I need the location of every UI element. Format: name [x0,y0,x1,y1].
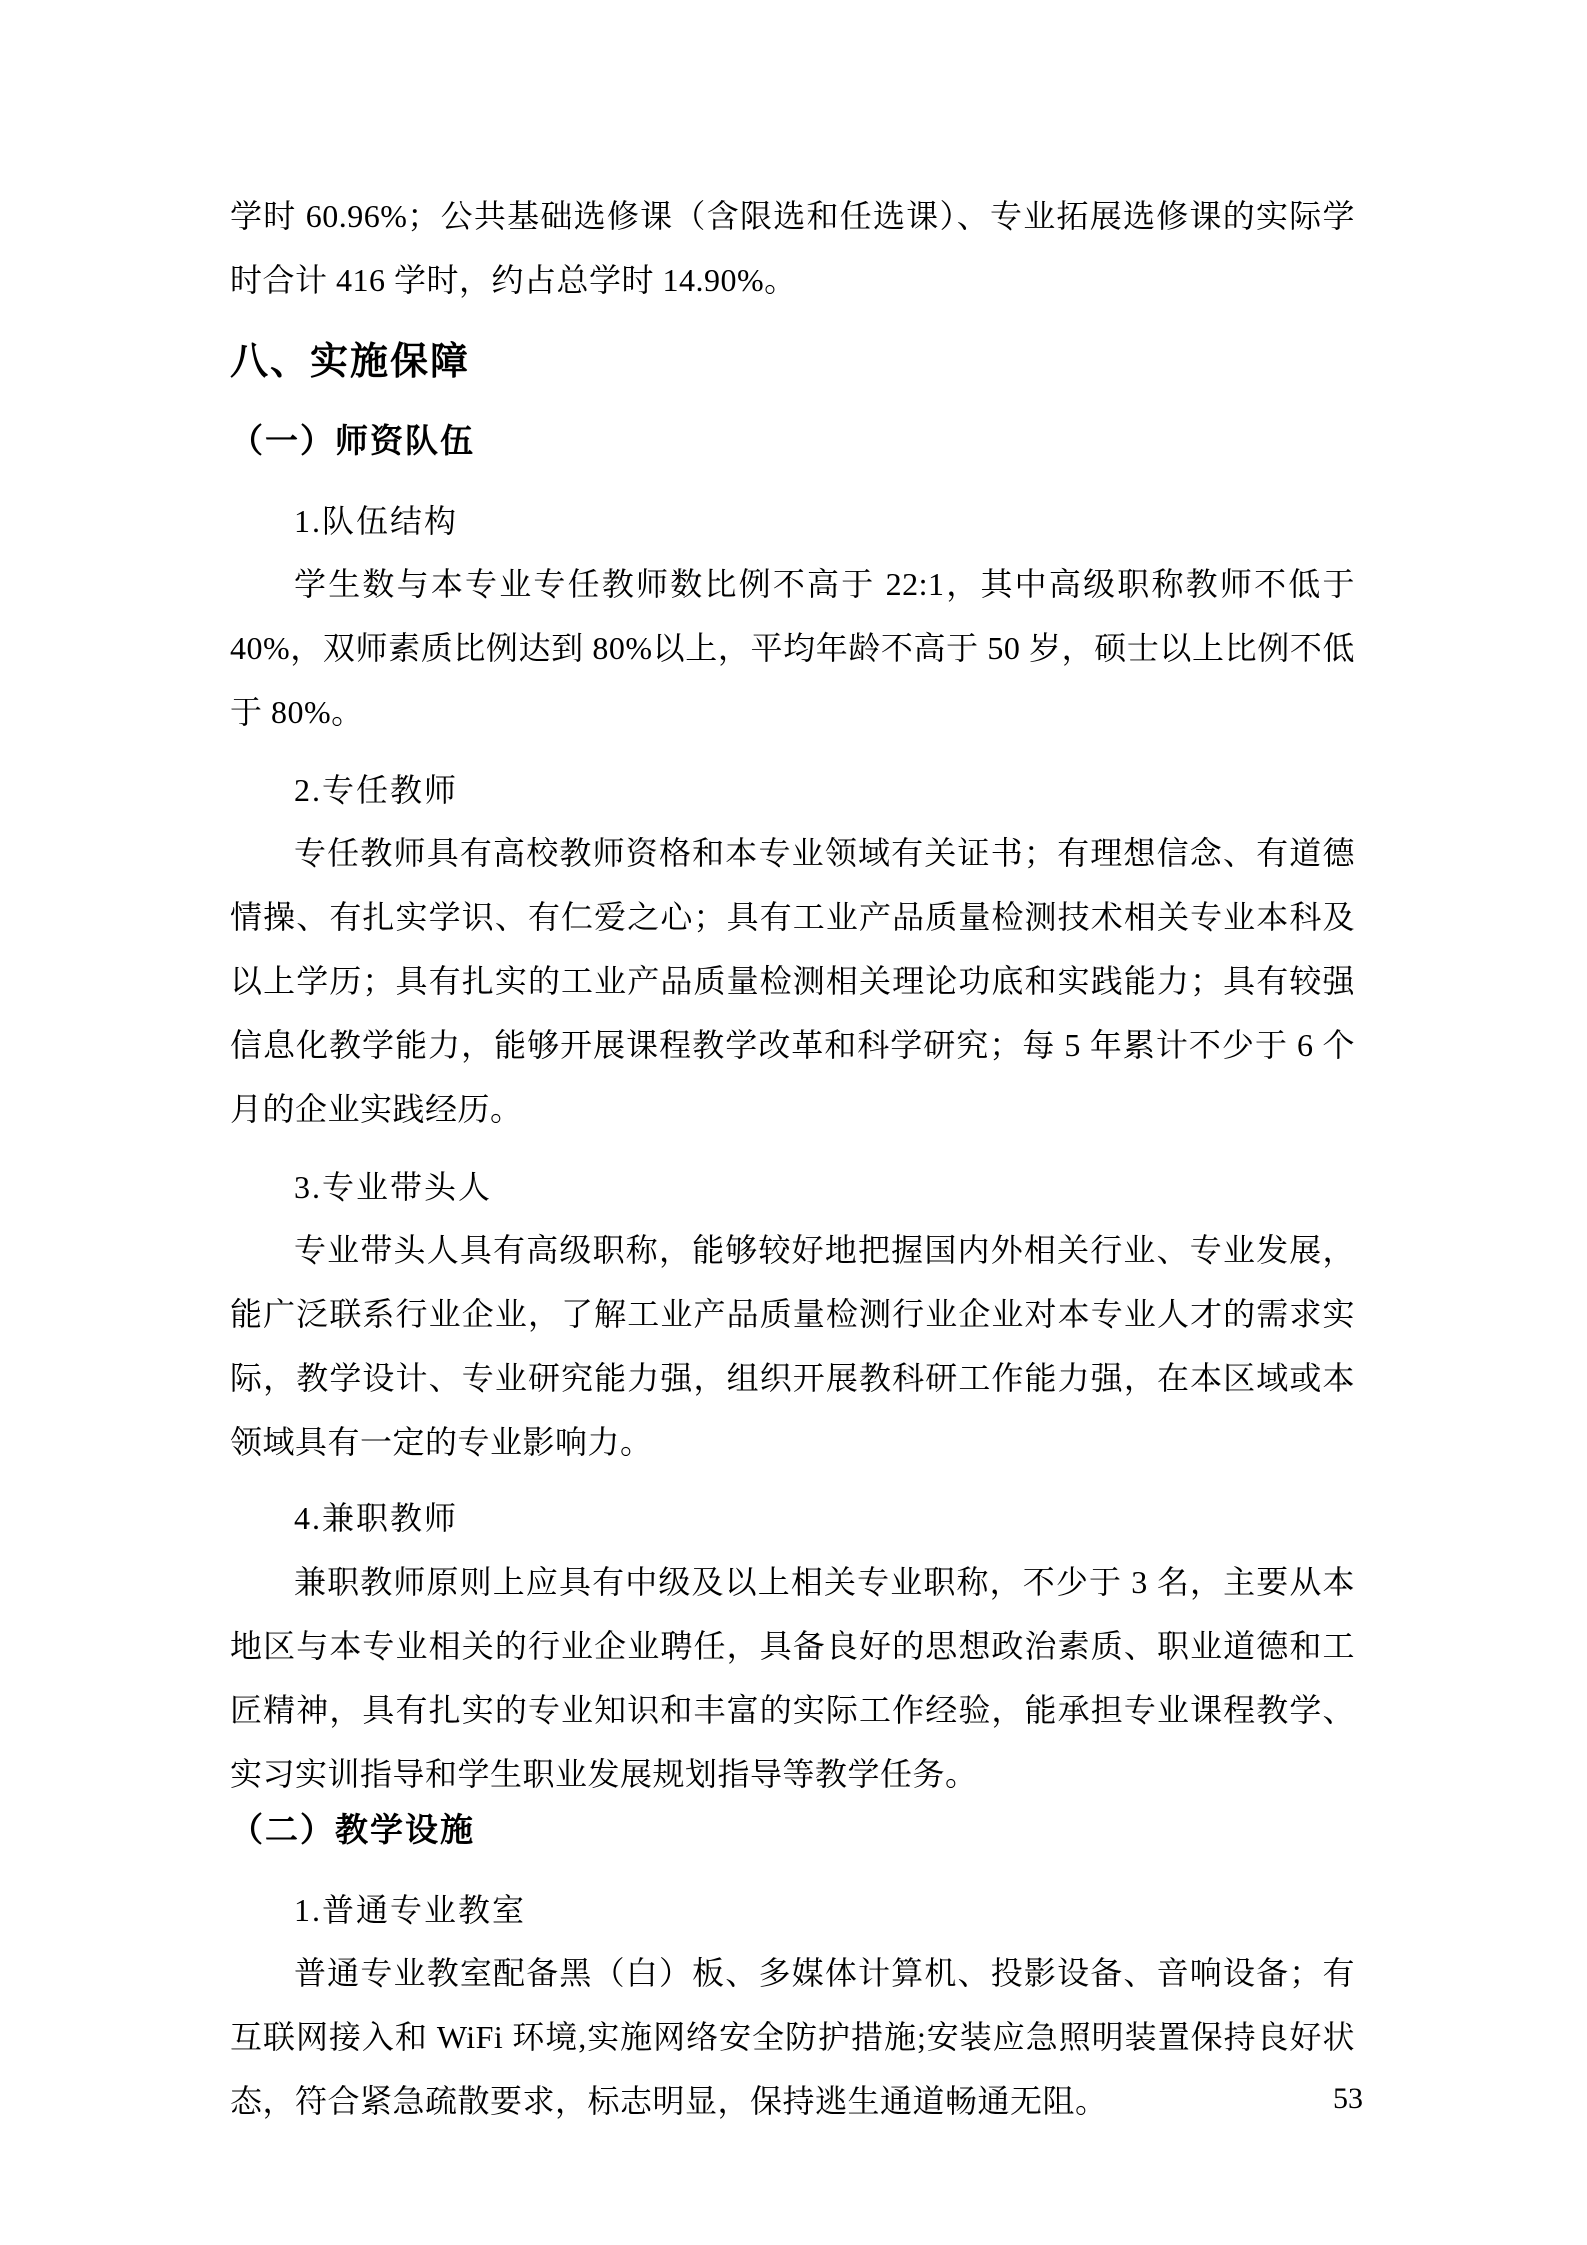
subsection-body-ordinary-classroom: 普通专业教室配备黑（白）板、多媒体计算机、投影设备、音响设备；有互联网接入和 WiFi 环境,实施网络安全防护措施;安装应急照明装置保持良好状态，符合紧急疏散要求，标志明显，保持逃生通道畅通无阻。 [230,1955,1355,2119]
subsection-body-fulltime-teachers: 专任教师具有高校教师资格和本专业领域有关证书；有理想信念、有道德情操、有扎实学识、有仁爱之心；具有工业产品质量检测技术相关专业本科及以上学历；具有扎实的工业产品质量检测相关理论功底和实践能力；具有较强信息化教学能力，能够开展课程教学改革和科学研究；每 5 年累计不少于 6 个月的企业实践经历。 [230,835,1355,1127]
section-heading-teaching-facilities: （二）教学设施 [230,1811,475,1848]
subsection-heading-parttime-teachers: 4.兼职教师 [294,1500,459,1536]
chapter-heading: 八、实施保障 [230,341,471,383]
subsection-body-parttime-teachers: 兼职教师原则上应具有中级及以上相关专业职称，不少于 3 名，主要从本地区与本专业相关的行业企业聘任，具备良好的思想政治素质、职业道德和工匠精神，具有扎实的专业知识和丰富的实际工作经验，能承担专业课程教学、实习实训指导和学生职业发展规划指导等教学任务。 [230,1564,1355,1792]
subsection-body-program-leader: 专业带头人具有高级职称，能够较好地把握国内外相关行业、专业发展，能广泛联系行业企业，了解工业产品质量检测行业企业对本专业人才的需求实际，教学设计、专业研究能力强，组织开展教科研工作能力强，在本区域或本领域具有一定的专业影响力。 [230,1232,1355,1460]
subsection-heading-team-structure: 1.队伍结构 [294,503,459,539]
subsection-heading-fulltime-teachers: 2.专任教师 [294,772,459,808]
subsection-heading-program-leader: 3.专业带头人 [294,1169,493,1205]
page-content [230,184,1355,2133]
continuation-paragraph: 学时 60.96%；公共基础选修课（含限选和任选课）、专业拓展选修课的实际学时合计 416 学时，约占总学时 14.90%。 [230,198,1355,298]
subsection-heading-ordinary-classroom: 1.普通专业教室 [294,1892,527,1928]
subsection-body-team-structure: 学生数与本专业专任教师数比例不高于 22:1，其中高级职称教师不低于 40%，双师素质比例达到 80%以上，平均年龄不高于 50 岁，硕士以上比例不低于 80%。 [230,566,1355,730]
section-heading-teaching-staff: （一）师资队伍 [230,422,475,459]
page-number: 53 [1333,2082,1363,2115]
